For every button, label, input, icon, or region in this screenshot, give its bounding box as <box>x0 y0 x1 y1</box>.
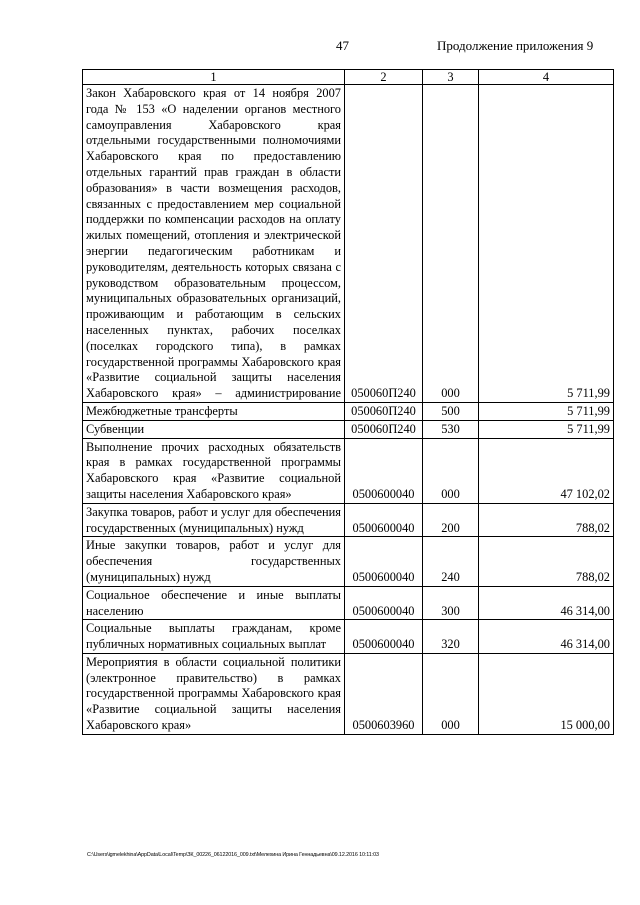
row-name: Субвенции <box>83 420 345 438</box>
row-name: Межбюджетные трансферты <box>83 402 345 420</box>
row-name: Выполнение прочих расходных обязательств края в рамках государственной программы Хабаровского края «Развитие социальной защиты населения Хабаровского края» <box>83 438 345 503</box>
row-code: 050060П240 <box>345 420 423 438</box>
budget-table <box>82 69 614 735</box>
row-amount: 47 102,02 <box>479 438 614 503</box>
footer-file-path: C:\Users\igmelekhina\AppData\Local\Temp\ЗК_00226_06122016_009.txt\Мелехина Ирина Геннадьевна\09.12.2016 10:11:03 <box>87 852 379 858</box>
row-name: Закупка товаров, работ и услуг для обеспечения государственных (муниципальных) нужд <box>83 503 345 537</box>
row-amount: 788,02 <box>479 537 614 586</box>
row-amount: 46 314,00 <box>479 620 614 654</box>
row-name: Социальные выплаты гражданам, кроме публичных нормативных социальных выплат <box>83 620 345 654</box>
column-header: 2 <box>345 70 423 85</box>
row-code: 0500600040 <box>345 503 423 537</box>
row-amount: 5 711,99 <box>479 402 614 420</box>
table-row <box>83 653 614 734</box>
row-code: 0500600040 <box>345 620 423 654</box>
row-type: 300 <box>423 586 479 620</box>
table-row <box>83 438 614 503</box>
page-number: 47 <box>336 38 349 53</box>
row-name: Закон Хабаровского края от 14 ноября 2007 года № 153 «О наделении органов местного самоуправления Хабаровского края отдельными государственными полномочиями Хабаровского края по предоставлению отдельных гарантий прав граждан в области образования» в части возмещения расходов, связанных с предоставлением мер социальной поддержки по компенсации расходов на оплату жилых помещений, отопления и электрической энергии педагогическим работникам и руководителям, деятельность которых связана с руководством образовательным процессом, муниципальных образовательных организаций, проживающим и работающим в сельских населенных пунктах, рабочих поселках (поселках городского типа), в рамках государственной программы Хабаровского края «Развитие социальной защиты населения Хабаровского края» – администрирование <box>83 85 345 403</box>
row-type: 240 <box>423 537 479 586</box>
table-row <box>83 503 614 537</box>
row-code: 0500603960 <box>345 653 423 734</box>
row-amount: 788,02 <box>479 503 614 537</box>
table-row <box>83 537 614 586</box>
row-code: 0500600040 <box>345 438 423 503</box>
row-code: 0500600040 <box>345 586 423 620</box>
row-type: 320 <box>423 620 479 654</box>
row-amount: 5 711,99 <box>479 420 614 438</box>
column-header: 3 <box>423 70 479 85</box>
row-amount: 15 000,00 <box>479 653 614 734</box>
table-row <box>83 620 614 654</box>
row-name: Мероприятия в области социальной политики (электронное правительство) в рамках государственной программы Хабаровского края «Развитие социальной защиты населения Хабаровского края» <box>83 653 345 734</box>
row-code: 0500600040 <box>345 537 423 586</box>
row-type: 200 <box>423 503 479 537</box>
table-header-row <box>83 70 614 85</box>
row-type: 530 <box>423 420 479 438</box>
table-row <box>83 402 614 420</box>
row-amount: 46 314,00 <box>479 586 614 620</box>
row-name: Иные закупки товаров, работ и услуг для обеспечения государственных (муниципальных) нужд <box>83 537 345 586</box>
row-name: Социальное обеспечение и иные выплаты населению <box>83 586 345 620</box>
row-type: 000 <box>423 85 479 403</box>
row-code: 050060П240 <box>345 402 423 420</box>
row-type: 000 <box>423 653 479 734</box>
table-row <box>83 420 614 438</box>
table-row <box>83 586 614 620</box>
row-type: 000 <box>423 438 479 503</box>
table-row <box>83 85 614 403</box>
row-amount: 5 711,99 <box>479 85 614 403</box>
column-header: 1 <box>83 70 345 85</box>
row-code: 050060П240 <box>345 85 423 403</box>
continuation-heading: Продолжение приложения 9 <box>437 38 594 53</box>
row-type: 500 <box>423 402 479 420</box>
column-header: 4 <box>479 70 614 85</box>
